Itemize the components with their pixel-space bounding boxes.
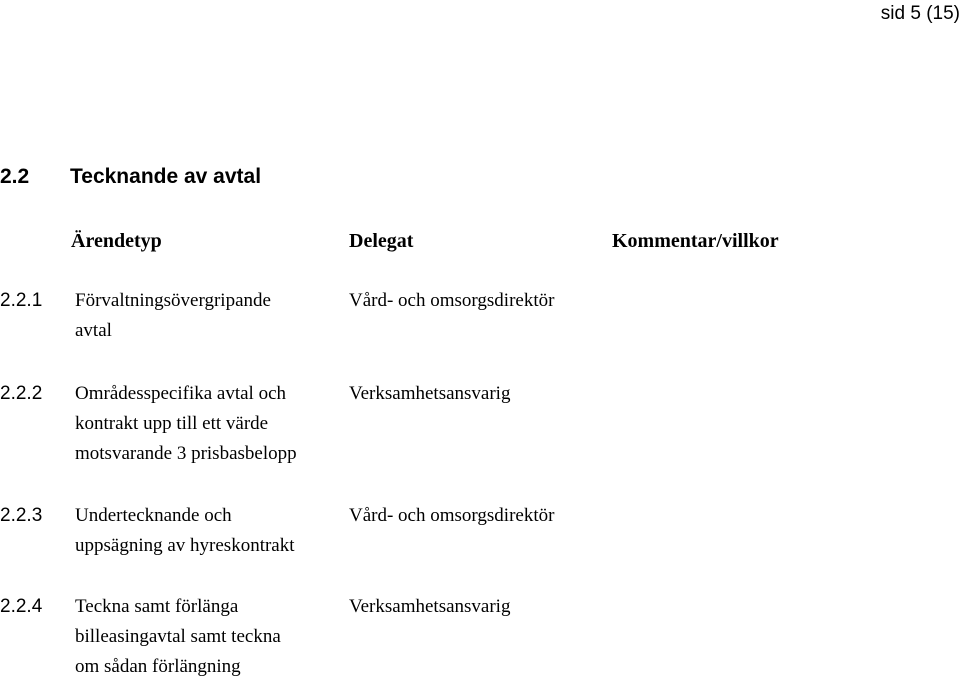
row-number: 2.2.1	[0, 290, 43, 311]
page-number: sid 5 (15)	[880, 3, 960, 24]
row-type-line: Förvaltningsövergripande	[75, 290, 271, 311]
row-type-line: billeasingavtal samt teckna	[75, 626, 281, 647]
row-type-line: uppsägning av hyreskontrakt	[75, 535, 295, 556]
section-title: Tecknande av avtal	[70, 165, 262, 188]
row-type-line: kontrakt upp till ett värde	[75, 413, 269, 434]
row-delegate: Verksamhetsansvarig	[349, 596, 511, 617]
column-header-delegate: Delegat	[349, 230, 414, 252]
row-delegate: Vård- och omsorgsdirektör	[349, 290, 555, 311]
row-type-line: motsvarande 3 prisbasbelopp	[75, 443, 297, 464]
column-header-type: Ärendetyp	[71, 230, 162, 252]
row-type	[75, 501, 340, 561]
row-type-line: Teckna samt förlänga	[75, 596, 239, 617]
row-type-line: avtal	[75, 320, 112, 341]
row-number: 2.2.4	[0, 596, 43, 617]
row-type-line: Områdesspecifika avtal och	[75, 383, 287, 404]
section-heading	[0, 163, 261, 191]
row-type	[75, 592, 340, 682]
section-number: 2.2	[0, 165, 30, 188]
row-delegate: Verksamhetsansvarig	[349, 383, 511, 404]
row-number: 2.2.2	[0, 383, 43, 404]
row-type	[75, 286, 340, 346]
row-type	[75, 379, 340, 469]
row-type-line: Undertecknande och	[75, 505, 232, 526]
row-delegate: Vård- och omsorgsdirektör	[349, 505, 555, 526]
row-number: 2.2.3	[0, 505, 43, 526]
column-header-comment: Kommentar/villkor	[612, 230, 779, 252]
row-type-line: om sådan förlängning	[75, 656, 241, 677]
